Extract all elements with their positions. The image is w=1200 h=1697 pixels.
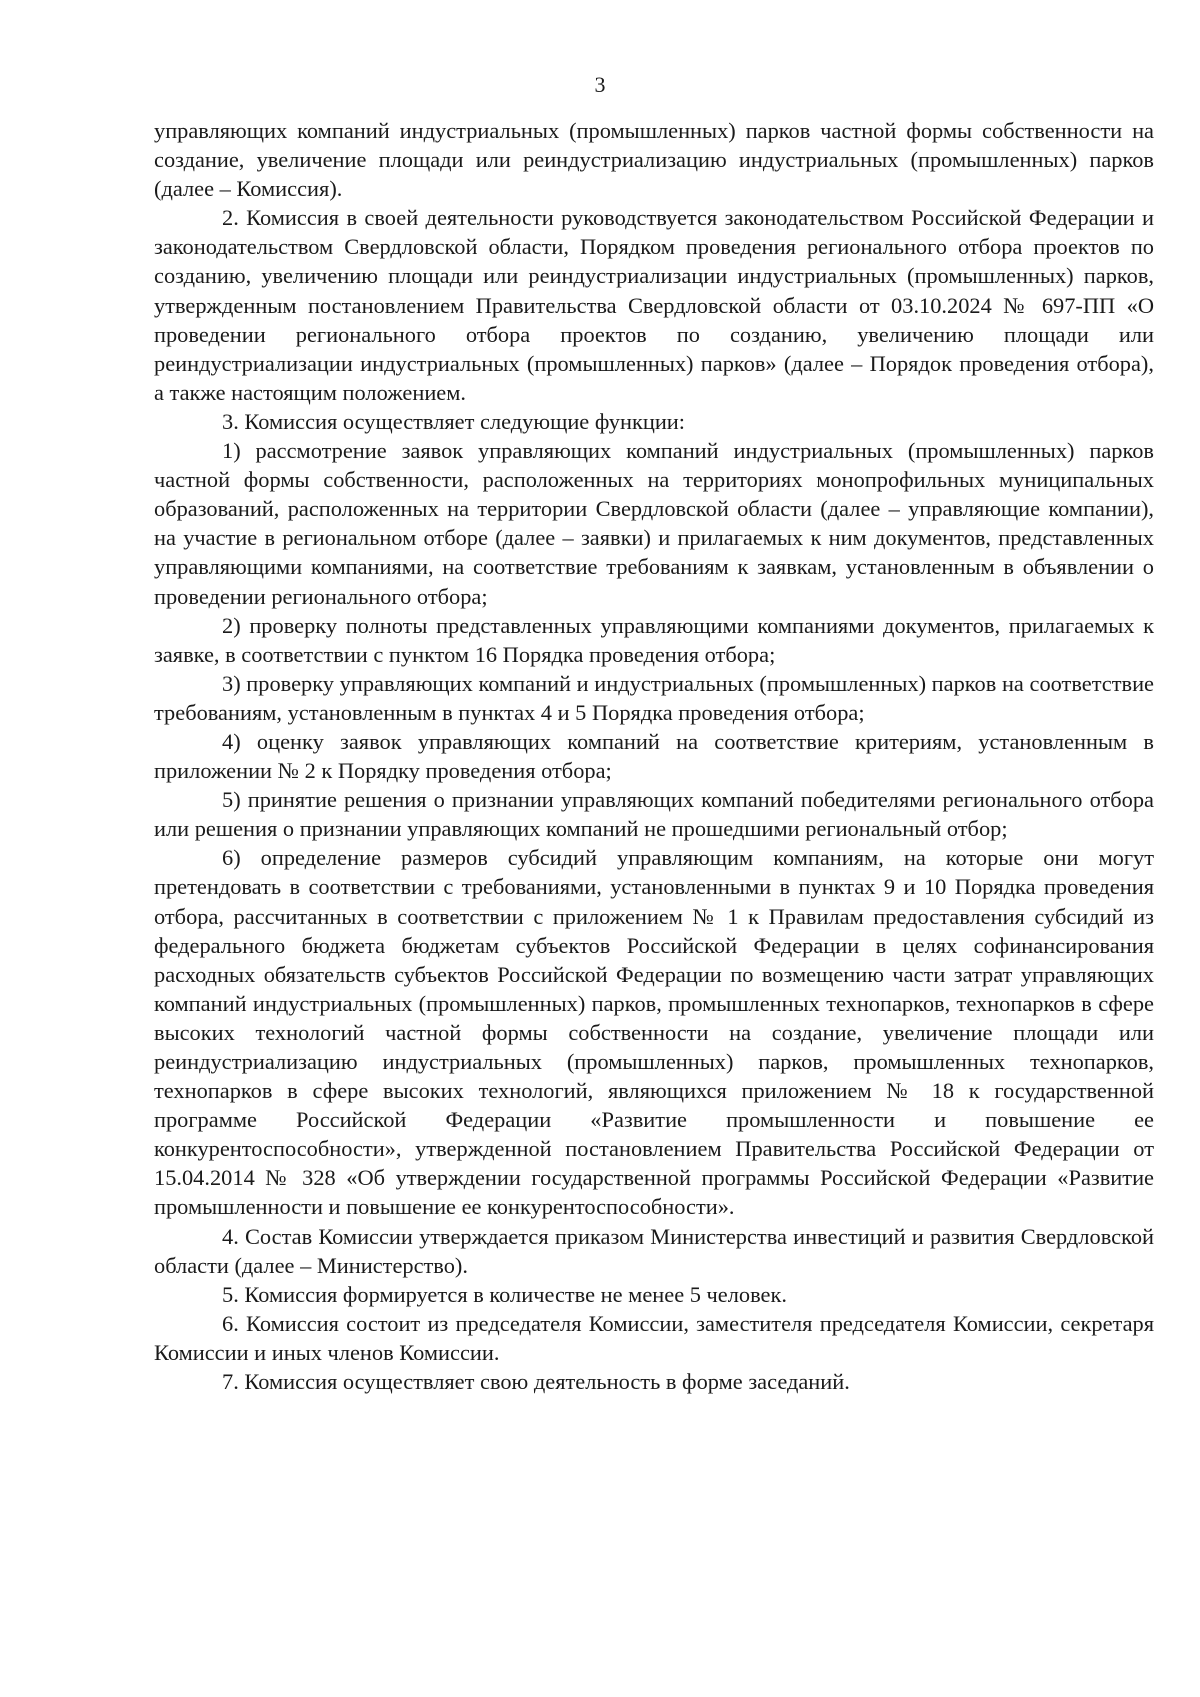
paragraph-item-4: 4. Состав Комиссии утверждается приказом Министерства инвестиций и развития Свердловской области (далее – Министерство).	[154, 1223, 1154, 1278]
paragraph-item-5: 5. Комиссия формируется в количестве не менее 5 человек.	[222, 1281, 787, 1307]
document-body	[154, 116, 1154, 1396]
paragraph-subitem-6: 6) определение размеров субсидий управляющим компаниям, на которые они могут претендовать в соответствии с требованиями, установленными в пунктах 9 и 10 Порядка проведения отбора, рассчитанных в соответствии с приложением № 1 к Правилам предоставления субсидий из федерального бюджета бюджетам субъектов Российской Федерации в целях софинансирования расходных обязательств субъектов Российской Федерации по возмещению части затрат управляющих компаний индустриальных (промышленных) парков, промышленных технопарков, технопарков в сфере высоких технологий частной формы собственности на создание, увеличение площади или реиндустриализацию индустриальных (промышленных) парков, промышленных технопарков, технопарков в сфере высоких технологий, являющихся приложением № 18 к государственной программе Российской Федерации «Развитие промышленности и повышение ее конкурентоспособности», утвержденной постановлением Правительства Российской Федерации от 15.04.2014 № 328 «Об утверждении государственной программы Российской Федерации «Развитие промышленности и повышение ее конкурентоспособности».	[154, 845, 1154, 1220]
paragraph-item-7: 7. Комиссия осуществляет свою деятельность в форме заседаний.	[222, 1369, 850, 1395]
paragraph-item-3: 3. Комиссия осуществляет следующие функции:	[222, 408, 686, 434]
page-number: 3	[594, 72, 606, 97]
paragraph-subitem-3: 3) проверку управляющих компаний и индустриальных (промышленных) парков на соответствие требованиям, установленным в пунктах 4 и 5 Порядка проведения отбора;	[154, 670, 1154, 725]
paragraph-continuation: управляющих компаний индустриальных (промышленных) парков частной формы собственности на создание, увеличение площади или реиндустриализацию индустриальных (промышленных) парков (далее – Комиссия).	[154, 118, 1154, 202]
paragraph-item-2: 2. Комиссия в своей деятельности руководствуется законодательством Российской Федерации и законодательством Свердловской области, Порядком проведения регионального отбора проектов по созданию, увеличению площади или реиндустриализации индустриальных (промышленных) парков, утвержденным постановлением Правительства Свердловской области от 03.10.2024 № 697-ПП «О проведении регионального отбора проектов по созданию, увеличению площади или реиндустриализации индустриальных (промышленных) парков» (далее – Порядок проведения отбора), а также настоящим положением.	[154, 205, 1154, 405]
paragraph-item-6: 6. Комиссия состоит из председателя Комиссии, заместителя председателя Комиссии, секретаря Комиссии и иных членов Комиссии.	[154, 1310, 1154, 1365]
paragraph-subitem-4: 4) оценку заявок управляющих компаний на соответствие критериям, установленным в приложении № 2 к Порядку проведения отбора;	[154, 728, 1154, 784]
paragraph-subitem-5: 5) принятие решения о признании управляющих компаний победителями регионального отбора или решения о признании управляющих компаний не прошедшими региональный отбор;	[154, 787, 1154, 842]
paragraph-subitem-2: 2) проверку полноты представленных управляющими компаниями документов, прилагаемых к заявке, в соответствии с пунктом 16 Порядка проведения отбора;	[154, 612, 1154, 667]
paragraph-subitem-1: 1) рассмотрение заявок управляющих компаний индустриальных (промышленных) парков частной формы собственности, расположенных на территориях монопрофильных муниципальных образований, расположенных на территории Свердловской области (далее – управляющие компании), на участие в региональном отборе (далее – заявки) и прилагаемых к ним документов, представленных управляющими компаниями, на соответствие требованиям к заявкам, установленным в объявлении о проведении регионального отбора;	[154, 438, 1154, 609]
